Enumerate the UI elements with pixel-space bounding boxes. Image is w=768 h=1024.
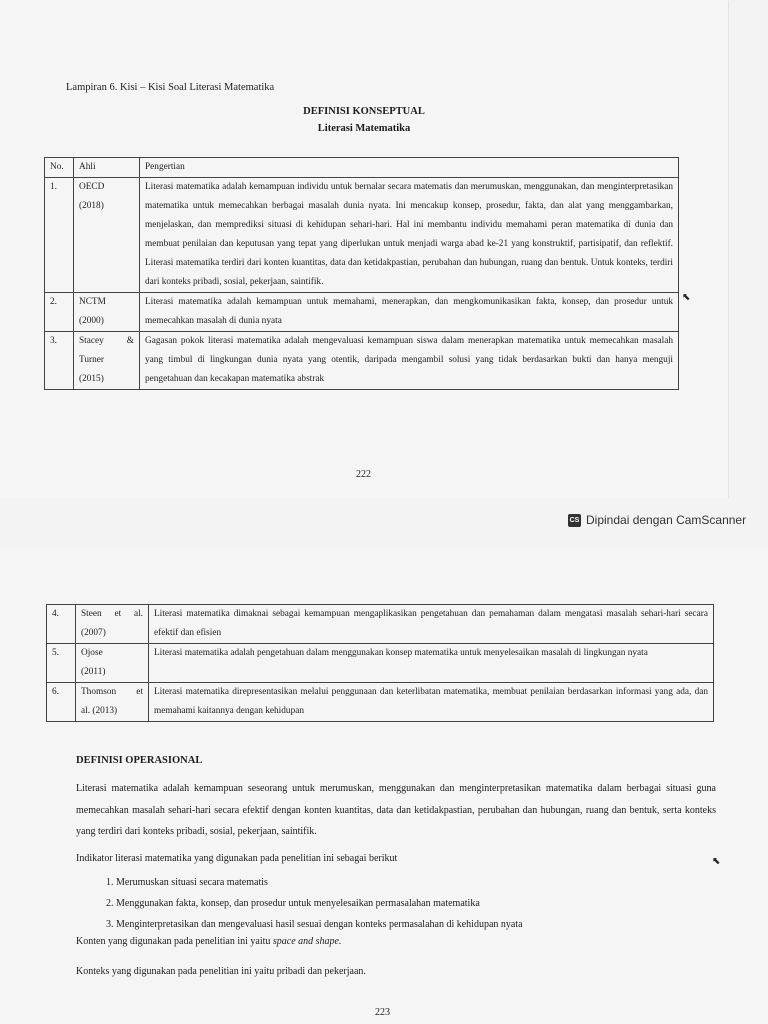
operational-definition-paragraph: Literasi matematika adalah kemampuan seseorang untuk merumuskan, menggunakan dan menginterpretasikan matematika dalam berbagai situasi guna memecahkan masalah sehari-hari secara efektif dengan konten kuantitas, data dan ketidakpastian, perubahan dan hubungan, ruang dan bentuk, serta konteks yang terdiri dari konteks pribadi, sosial, pekerjaan, saintifik. — [76, 783, 716, 837]
expert-line: al. (2013) — [81, 706, 118, 716]
content-statement — [76, 931, 716, 953]
row-expert — [76, 644, 149, 683]
row-number: 1. — [45, 178, 74, 293]
expert-line: (2011) — [81, 667, 106, 677]
header-ahli: Ahli — [74, 158, 140, 178]
table-row — [47, 605, 714, 644]
camscanner-watermark — [568, 513, 746, 527]
mathematical-literacy-subtitle: Literasi Matematika — [317, 123, 411, 134]
header-no: No. — [45, 158, 74, 178]
cursor-mark-icon: ⬉ — [682, 292, 691, 303]
header-pengertian: Pengertian — [140, 158, 679, 178]
context-statement: Konteks yang digunakan pada penelitian ini yaitu pribadi dan pekerjaan. — [76, 966, 366, 977]
row-expert — [74, 293, 140, 332]
row-expert — [74, 332, 140, 390]
indicator-intro: Indikator literasi matematika yang digunakan pada penelitian ini sebagai berikut — [76, 853, 398, 864]
table-row — [45, 293, 679, 332]
expert-line: (2000) — [79, 316, 104, 326]
list-item: 1. Merumuskan situasi secara matematis — [116, 872, 716, 893]
row-definition: Literasi matematika dimaknai sebagai kemampuan mengaplikasikan pengetahuan dan pemahaman dalam mengatasi masalah sehari-hari secara efektif dan efisien — [149, 605, 714, 644]
expert-line: Ojose — [81, 648, 103, 658]
row-definition: Literasi matematika adalah kemampuan untuk memahami, menerapkan, dan mengkomunikasikan fakta, konsep, dan prosedur untuk memecahkan masalah di dunia nyata — [140, 293, 679, 332]
operational-definition-heading: DEFINISI OPERASIONAL — [76, 755, 203, 766]
table-row — [45, 332, 679, 390]
table-header-row — [45, 158, 679, 178]
page-number: 223 — [375, 1007, 390, 1018]
table-row — [47, 644, 714, 683]
cursor-mark-icon: ⬉ — [712, 856, 721, 867]
content-italic: space and shape. — [272, 936, 342, 947]
page-number: 222 — [356, 469, 371, 480]
row-number: 5. — [47, 644, 76, 683]
expert-line: Thomson et — [81, 687, 143, 697]
indicator-list — [76, 872, 716, 935]
row-expert — [76, 605, 149, 644]
definition-table-part-2 — [46, 604, 714, 722]
row-definition: Literasi matematika adalah pengetahuan dalam menggunakan konsep matematika untuk menyelesaikan masalah di lingkungan nyata — [149, 644, 714, 683]
row-number: 6. — [47, 683, 76, 722]
expert-line: Steen et al. — [81, 609, 143, 619]
row-number: 3. — [45, 332, 74, 390]
table-row — [45, 178, 679, 293]
conceptual-definition-title: DEFINISI KONSEPTUAL — [303, 106, 425, 117]
expert-line: Turner — [79, 355, 104, 365]
row-number: 2. — [45, 293, 74, 332]
expert-line: (2007) — [81, 628, 106, 638]
appendix-heading: Lampiran 6. Kisi – Kisi Soal Literasi Matematika — [66, 82, 275, 93]
table-row — [47, 683, 714, 722]
row-expert — [76, 683, 149, 722]
row-definition: Literasi matematika direpresentasikan melalui penggunaan dan keterlibatan matematika, membuat penilaian berdasarkan informasi yang ada, dan memahami kaitannya dengan kehidupan — [149, 683, 714, 722]
row-definition: Gagasan pokok literasi matematika adalah mengevaluasi kemampuan siswa dalam menerapkan matematika untuk memecahkan masalah yang timbul di lingkungan dunia nyata yang otentik, daripada mengambil solusi yang tidak berdasarkan bukti dan hanya menguji pengetahuan dan kecakapan matematika abstrak — [140, 332, 679, 390]
expert-line: OECD — [79, 182, 105, 192]
list-item: 3. Menginterpretasikan dan mengevaluasi hasil sesuai dengan konteks permasalahan di kehidupan nyata — [116, 914, 716, 935]
content-prefix: Konten yang digunakan pada penelitian ini yaitu — [76, 936, 273, 947]
expert-line: (2015) — [79, 374, 104, 384]
definition-table-part-1 — [44, 157, 679, 390]
camscanner-label: Dipindai dengan CamScanner — [586, 513, 747, 527]
camscanner-logo-icon: CS — [568, 514, 581, 527]
list-item: 2. Menggunakan fakta, konsep, dan prosedur untuk menyelesaikan permasalahan matematika — [116, 893, 716, 914]
expert-line: NCTM — [79, 297, 106, 307]
row-expert — [74, 178, 140, 293]
scanned-page-222 — [0, 0, 728, 498]
expert-line: (2018) — [79, 201, 104, 211]
expert-line: Stacey & — [79, 336, 134, 346]
row-definition: Literasi matematika adalah kemampuan individu untuk bernalar secara matematis dan merumuskan, menggunakan, dan menginterpretasikan matematika untuk memecahkan berbagai masalah dunia nyata. Ini mencakup konsep, prosedur, fakta, dan alat yang menggambarkan, menjelaskan, dan memprediksi situasi di kehidupan sehari-hari. Hal ini membantu individu memahami peran matematika di dunia dan membuat penilaian dan keputusan yang tepat yang diperlukan untuk menjadi warga abad ke-21 yang konstruktif, partisipatif, dan reflektif. Literasi matematika terdiri dari konten kuantitas, data dan ketidakpastian, perubahan dan hubungan, ruang dan bentuk. Untuk konteks, terdiri dari konteks pribadi, sosial, pekerjaan, saintifik. — [140, 178, 679, 293]
row-number: 4. — [47, 605, 76, 644]
